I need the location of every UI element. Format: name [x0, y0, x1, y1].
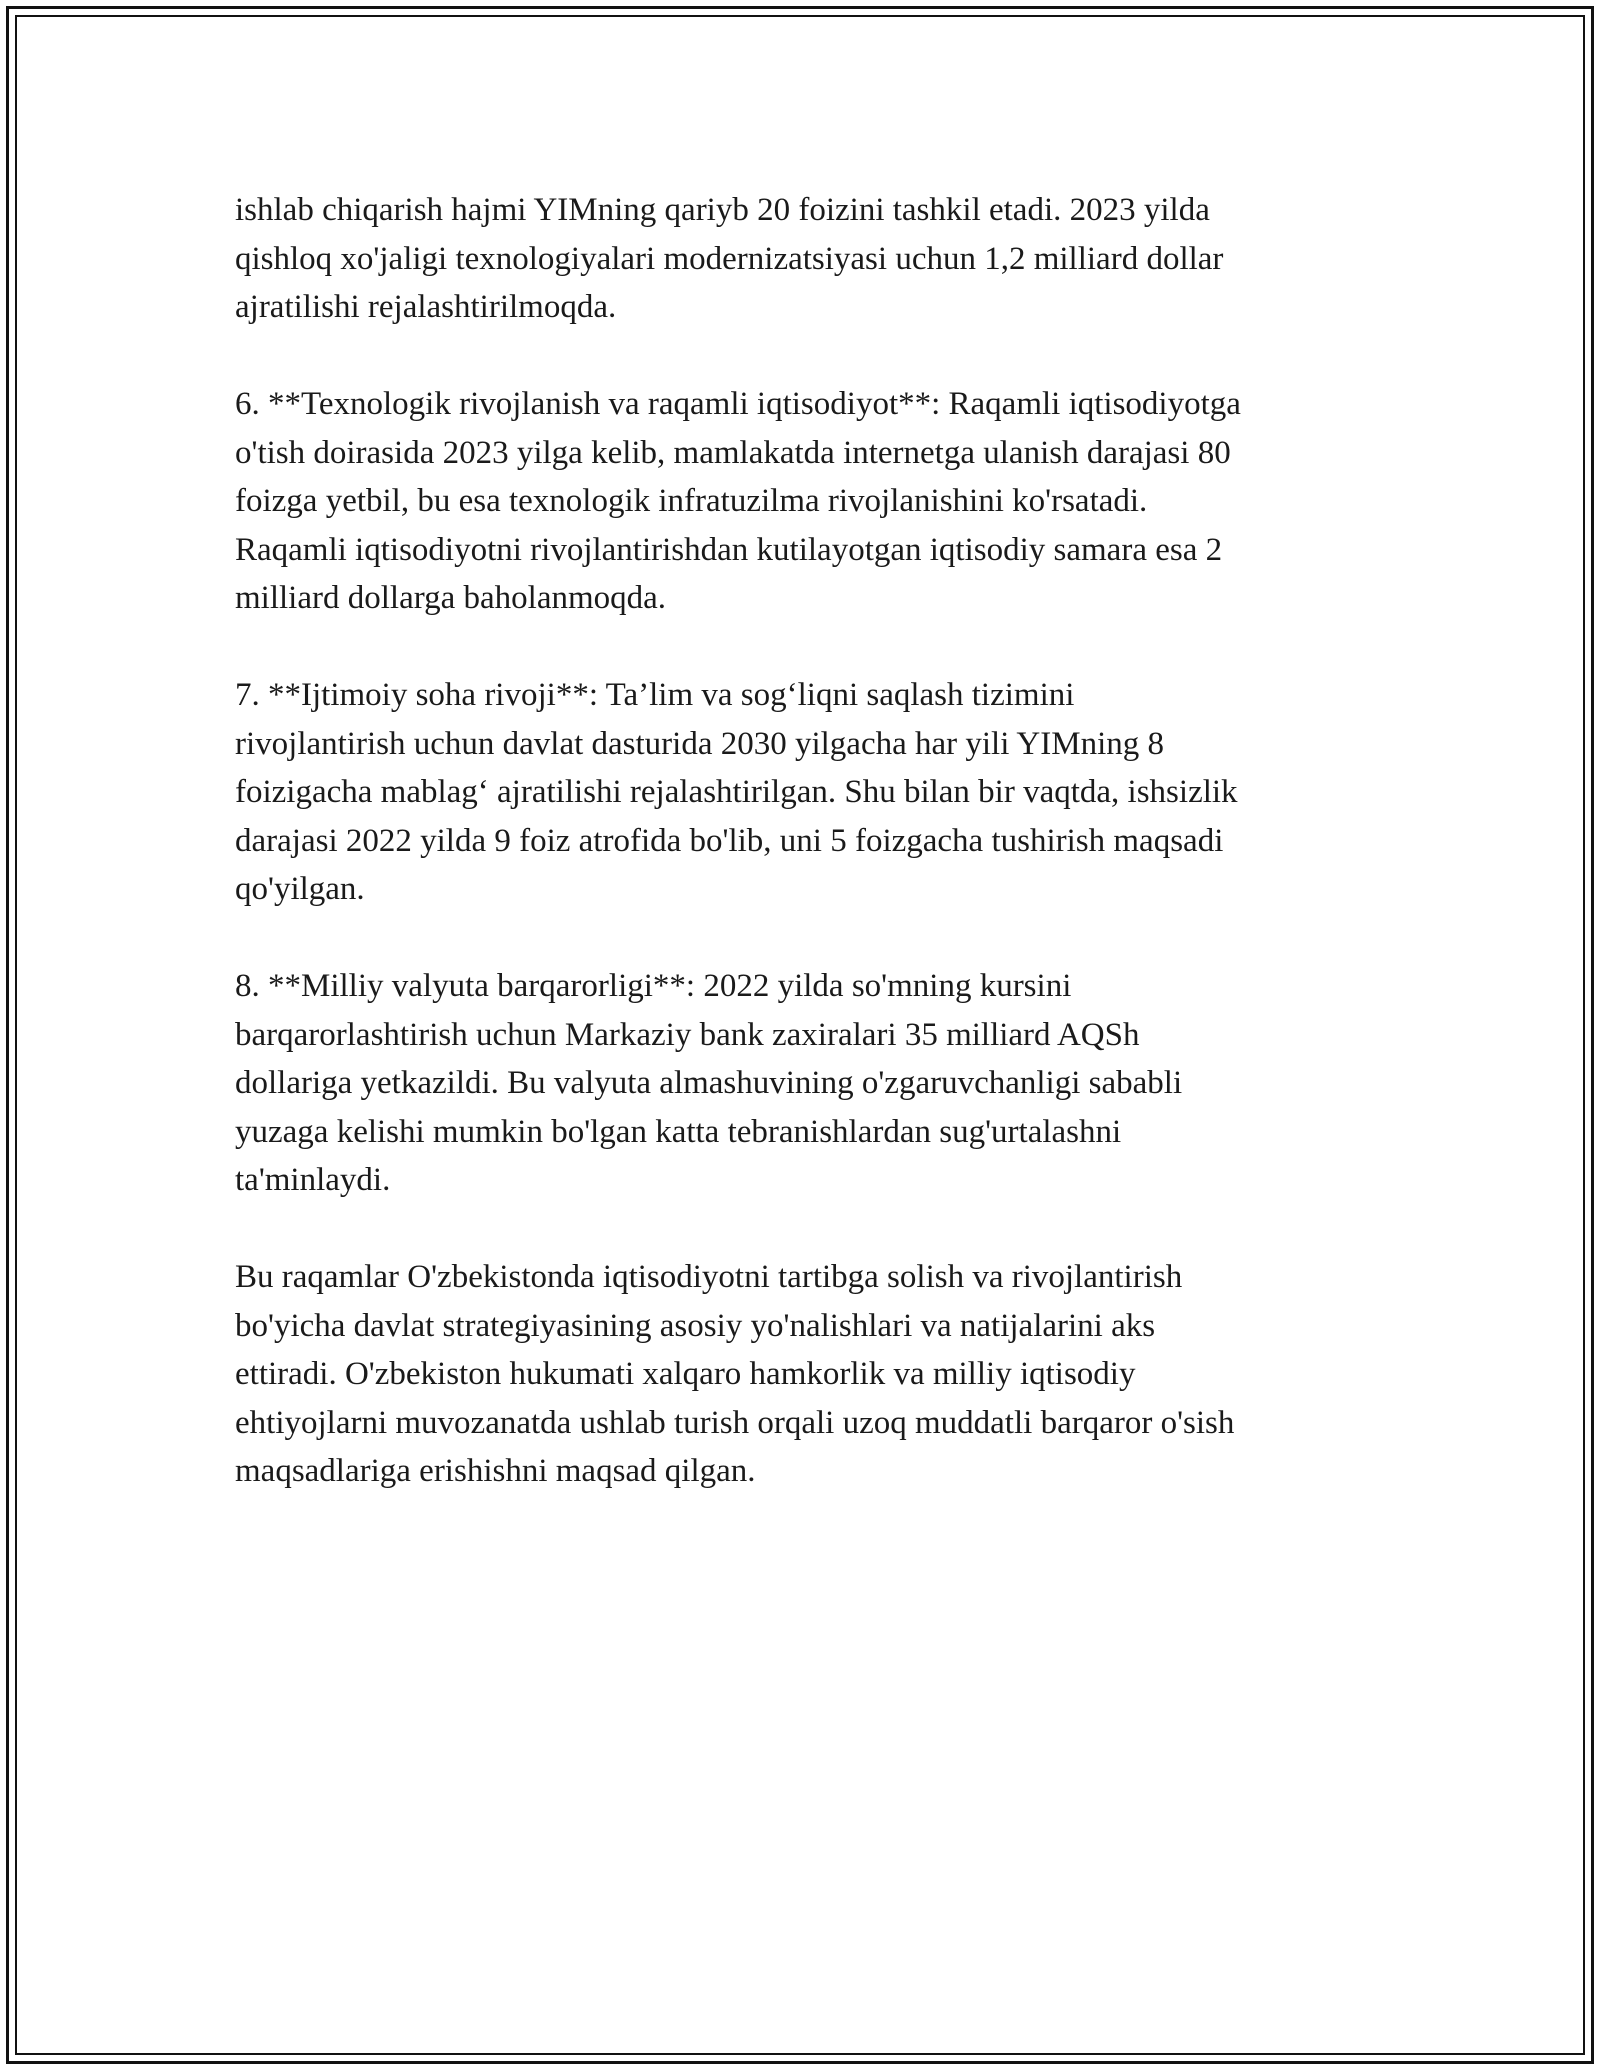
text-line: qo'yilgan.: [235, 871, 365, 907]
text-line: qishloq xo'jaligi texnologiyalari modernizatsiyasi uchun 1,2 milliard dollar: [235, 240, 1224, 277]
text-line: 6. **Texnologik rivojlanish va raqamli iqtisodiyot**: Raqamli iqtisodiyotga: [235, 386, 1241, 422]
text-line: ajratilishi rejalashtirilmoqda.: [235, 289, 617, 325]
text-line: ta'minlaydi.: [235, 1162, 391, 1198]
text-line: dollariga yetkazildi. Bu valyuta almashuvining o'zgaruvchanligi sababli: [235, 1065, 1183, 1101]
text-line: ishlab chiqarish hajmi YIMning qariyb 20 foizini tashkil etadi. 2023 yilda: [235, 192, 1210, 228]
text-line: 8. **Milliy valyuta barqarorligi**: 2022 yilda so'mning kursini: [235, 968, 1072, 1004]
text-line: foizigacha mablag‘ ajratilishi rejalashtirilgan. Shu bilan bir vaqtda, ishsizlik: [235, 774, 1238, 810]
document-body: [235, 186, 1375, 1544]
text-line: rivojlantirish uchun davlat dasturida 2030 yilgacha har yili YIMning 8: [235, 725, 1164, 762]
text-line: 7. **Ijtimoiy soha rivoji**: Ta’lim va sog‘liqni saqlash tizimini: [235, 677, 1075, 713]
text-line: Bu raqamlar O'zbekistonda iqtisodiyotni tartibga solish va rivojlantirish: [235, 1259, 1183, 1295]
text-line: barqarorlashtirish uchun Markaziy bank zaxiralari 35 milliard AQSh: [235, 1016, 1140, 1053]
text-line: ettiradi. O'zbekiston hukumati xalqaro hamkorlik va milliy iqtisodiy: [235, 1356, 1136, 1392]
text-line: maqsadlariga erishishni maqsad qilgan.: [235, 1453, 756, 1489]
text-line: bo'yicha davlat strategiyasining asosiy yo'nalishlari va natijalarini aks: [235, 1307, 1156, 1344]
paragraph-currency-stability: [235, 962, 1375, 1205]
text-line: darajasi 2022 yilda 9 foiz atrofida bo'lib, uni 5 foizgacha tushirish maqsadi: [235, 822, 1224, 859]
text-line: o'tish doirasida 2023 yilga kelib, mamlakatda internetga ulanish darajasi 80: [235, 434, 1231, 471]
text-line: ehtiyojlarni muvozanatda ushlab turish orqali uzoq muddatli barqaror o'sish: [235, 1404, 1235, 1441]
paragraph-conclusion: [235, 1253, 1375, 1496]
paragraph-agriculture: [235, 186, 1375, 332]
text-line: Raqamli iqtisodiyotni rivojlantirishdan kutilayotgan iqtisodiy samara esa 2: [235, 531, 1223, 568]
text-line: foizga yetbil, bu esa texnologik infratuzilma rivojlanishini ko'rsatadi.: [235, 483, 1148, 519]
text-line: milliard dollarga baholanmoqda.: [235, 580, 667, 616]
paragraph-digital-economy: [235, 380, 1375, 623]
paragraph-social-sphere: [235, 671, 1375, 914]
text-line: yuzaga kelishi mumkin bo'lgan katta tebranishlardan sug'urtalashni: [235, 1113, 1122, 1150]
